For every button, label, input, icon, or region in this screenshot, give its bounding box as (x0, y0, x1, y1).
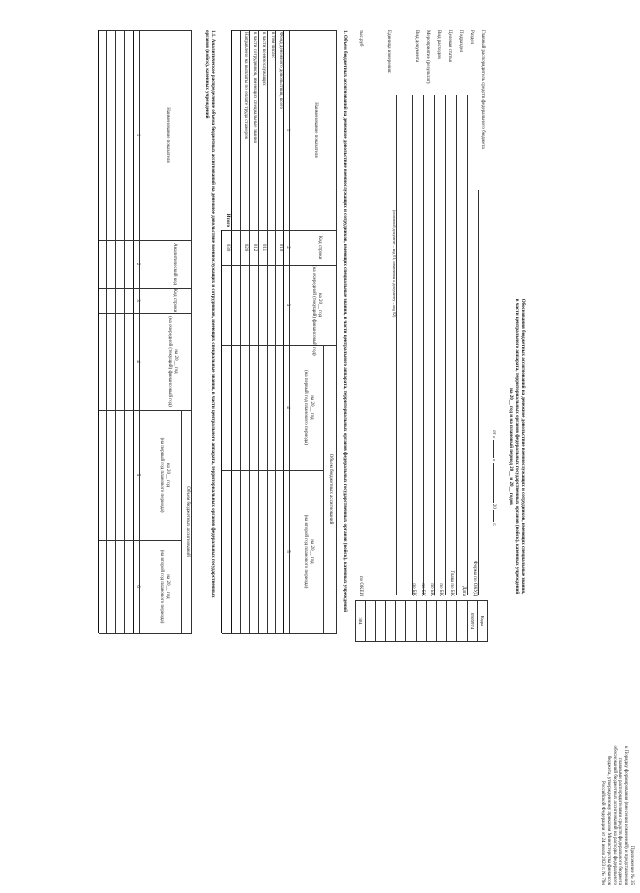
row-name: в части военнослужащих (261, 32, 266, 86)
num-cell: 3 (285, 303, 290, 307)
expense-type-label: Вид расходов (436, 30, 441, 59)
col-name: Наименование показателя (313, 102, 318, 158)
document-type-label: Вид документа (414, 30, 419, 63)
appendix-line: Российской Федерации от 24 июля 2023 г. № 79н (600, 780, 606, 885)
col-name: Наименование показателя (165, 107, 170, 163)
num-cell: 1 (285, 128, 290, 132)
row-code: 012 (252, 243, 257, 252)
bk-label: по БК (420, 583, 425, 596)
total-label: Итого (225, 213, 230, 227)
bk-label: по БК (429, 583, 434, 596)
section-label: Раздел (469, 30, 474, 45)
okud-code: 0505974 (467, 601, 477, 642)
code-cell (406, 601, 416, 642)
codes-header: Коды (477, 601, 487, 642)
row-code: 011 (261, 243, 266, 252)
num-cell: 2 (135, 262, 140, 266)
code-cell (437, 601, 447, 642)
date-label: Дата (461, 586, 466, 596)
col-y3: на 20__ год (на второй год планового периода) (159, 549, 170, 624)
col-y3: на 20__ год (на второй год планового периода) (303, 514, 314, 589)
code-cell (447, 601, 457, 642)
title-line: Обоснования бюджетных ассигнований на денежное довольствие военнослужащих и сотрудников, имеющих специальные звания, (520, 298, 525, 595)
bk-chapter-label: Глава по БК (449, 570, 454, 596)
bk-label: по БК (438, 583, 443, 596)
okei-code: 384 (355, 601, 365, 642)
code-cell (386, 601, 396, 642)
num-cell: 5 (285, 550, 290, 553)
row-code: 010 (278, 243, 283, 252)
measure-label: Мероприятие (результат) (425, 30, 430, 84)
section11-title: 1.1. Аналитическое распределение объема бюджетных ассигнований на денежное довольствие военнослужащих и сотрудников, имеющих специальные звания, в части центрального аппарата, территориальных органов федеральных государственных органов (войск), казенных учреждений (204, 30, 215, 598)
appendix-line: бюджета, утвержденному приказом Министерства финансов (606, 755, 611, 885)
code-cell (396, 601, 406, 642)
row-code: 020 (243, 243, 248, 252)
col-volume: Объем бюджетных ассигнований (185, 486, 190, 557)
code-cell (457, 601, 467, 642)
section1-title: 1. Объем бюджетных ассигнований на денежное довольствие военнослужащих и сотрудников, имеющих специальные звания, в части центрального аппарата, территориальных органов федеральных государственных органов (войск), казенных учреждений (342, 30, 347, 613)
num-cell: 4 (135, 360, 140, 363)
document-title (508, 0, 525, 893)
bk-label: по БК (411, 583, 416, 596)
col-y2: на 20__ год (на первый год планового периода) (303, 370, 314, 445)
code-cell (416, 601, 426, 642)
row-name: в том числе: (270, 32, 275, 59)
grbs-label: Главный распорядитель средств федерального бюджета (480, 30, 485, 149)
num-cell: 3 (135, 299, 140, 302)
appendix-line: к Порядку формирования (внесения изменений) и представления (623, 745, 629, 885)
target-label: Целевая статья (447, 30, 452, 62)
num-cell: 6 (135, 585, 140, 588)
col-code: Код строки (317, 235, 322, 260)
appendix-number: Приложение № 35 (629, 845, 634, 885)
num-cell: 4 (285, 406, 290, 409)
num-cell: 2 (285, 246, 290, 249)
title-line: на 20__ год и на плановый период 20__ и 20__ годов (508, 388, 514, 505)
codes-table (355, 600, 488, 642)
row-name: в части сотрудников, имеющих специальные звания (252, 32, 257, 143)
appendix-header (600, 665, 635, 885)
code-cell (365, 601, 375, 642)
okud-label: Форма по ОКУД (472, 560, 477, 596)
code-cell (375, 601, 385, 642)
row-name: Направлено на выплаты по оплате труда стажеров (243, 32, 248, 139)
appendix-line: главными распорядителями средств федерального бюджета (617, 757, 623, 885)
document-date: от « » 20 г. (491, 430, 496, 527)
col-y1: на 20__ год (на очередной (текущий) финансовый год) (167, 316, 178, 407)
col-analytic: Аналитический код (172, 243, 177, 285)
col-y2: на 20__ год (на первый год планового периода) (159, 437, 170, 513)
col-code: Код строки (172, 288, 177, 313)
total-code: 030 (225, 243, 230, 252)
unit-label: Единица измерения: (386, 30, 391, 74)
subsection-label: Подраздел (458, 30, 463, 53)
document-type-note: (основной документ – код 01; изменения к документу – код 02) (392, 210, 397, 318)
col-y1: на 20__ год (на очередной (текущий) финансовый год) (311, 265, 322, 356)
num-cell: 5 (135, 473, 140, 477)
col-volume: Объем бюджетных ассигнований (328, 453, 333, 525)
title-line: в части центрального аппарата, территориальных органов федеральных государственных органов (войск), казенных учреждений (514, 298, 520, 595)
unit-value: тыс.руб (358, 30, 363, 47)
row-name: Фонд денежного довольствия, всего (278, 32, 283, 109)
appendix-line: обоснований бюджетных ассигнований на расходы федерального (611, 745, 617, 885)
num-cell: 1 (135, 133, 140, 137)
okei-label: по ОКЕИ (358, 575, 363, 596)
code-cell (426, 601, 436, 642)
